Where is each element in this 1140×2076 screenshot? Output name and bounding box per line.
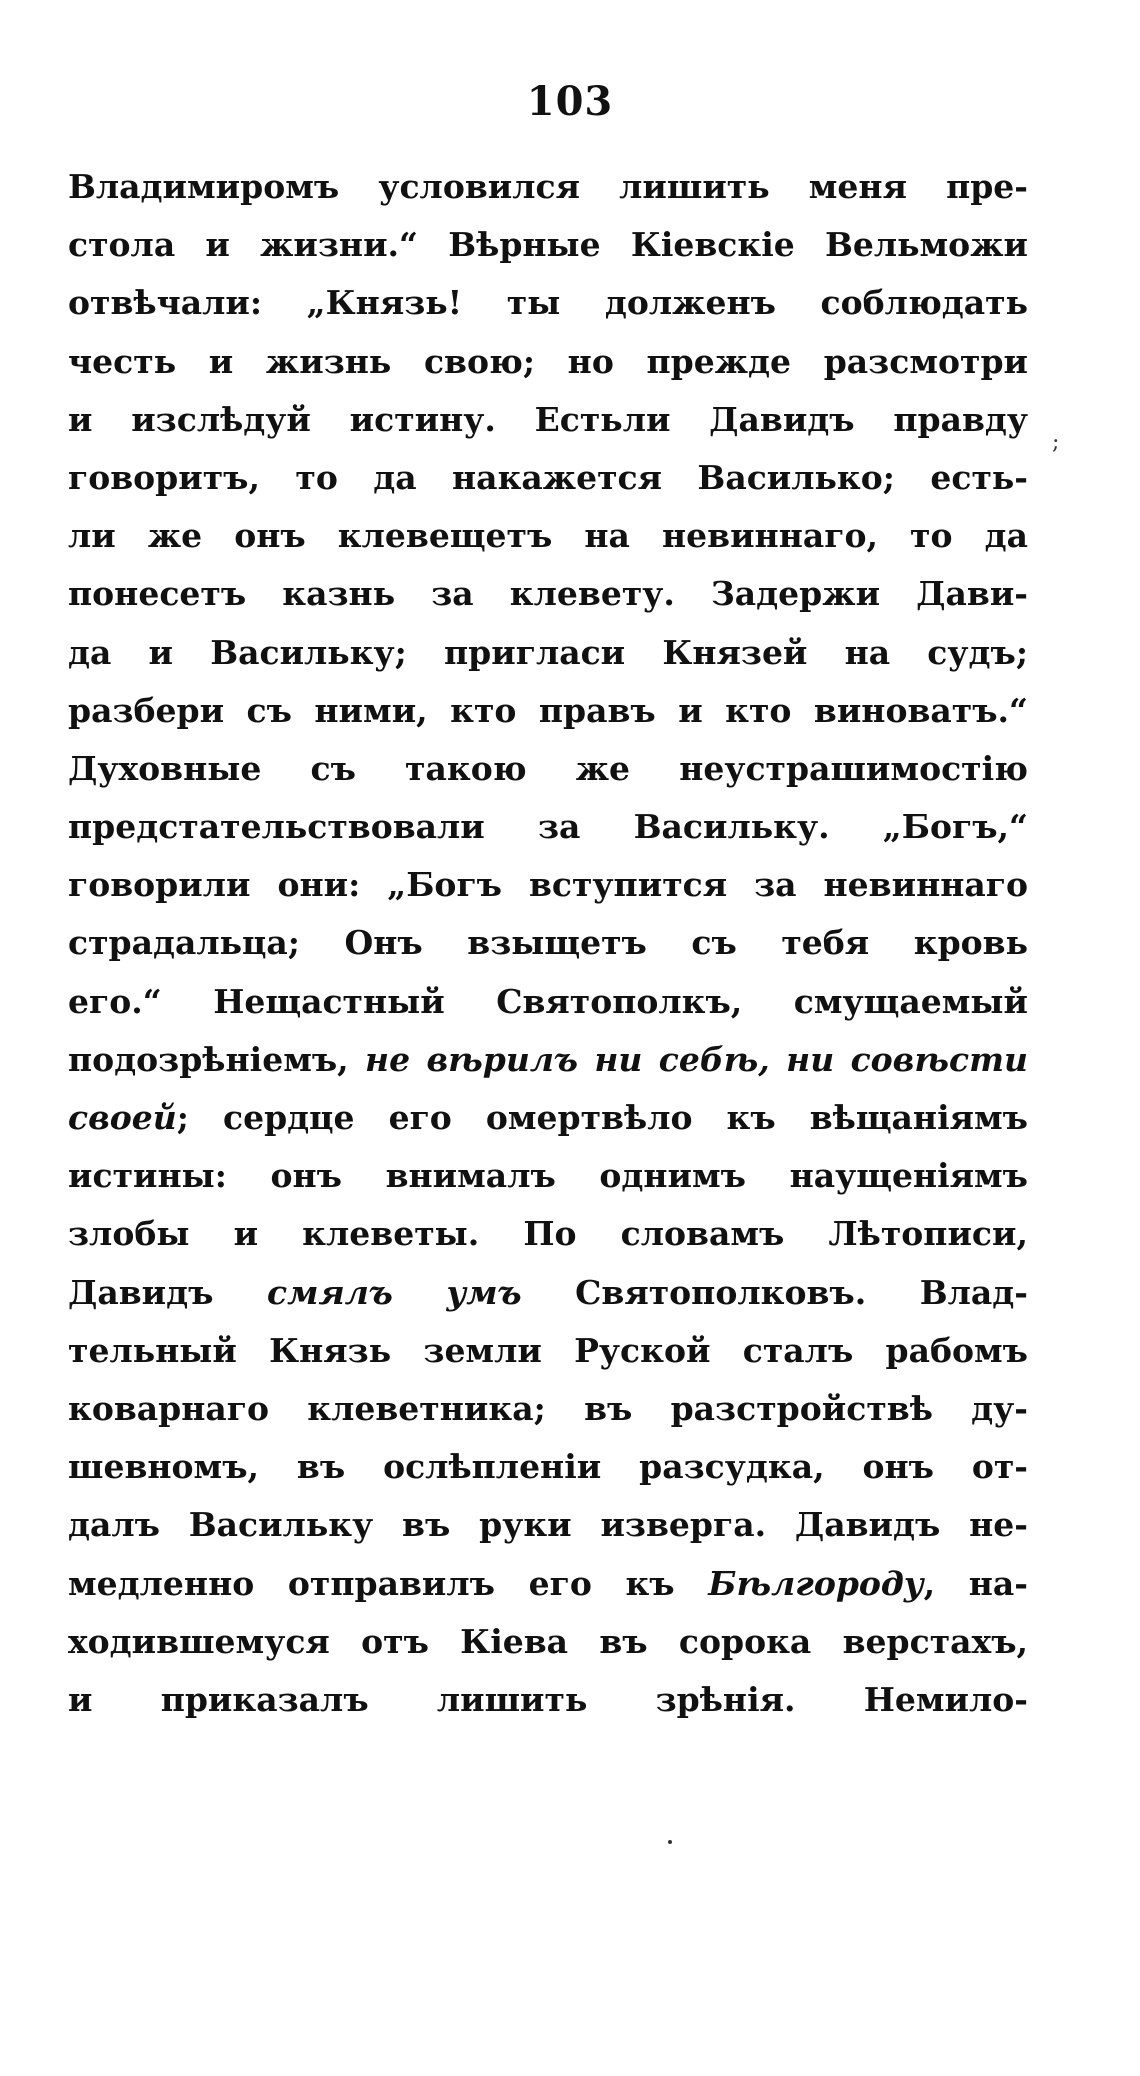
line-text: подозрѣніемъ, — [68, 1039, 366, 1079]
text-line — [68, 216, 1028, 274]
body-text — [68, 158, 1028, 1729]
line-text: говорили они: „Богъ вступится за невиннаго — [68, 865, 1028, 905]
text-line — [68, 1438, 1028, 1496]
line-text: коварнаго клеветника; въ разстройствѣ ду- — [68, 1388, 1028, 1428]
line-text: говоритъ, то да накажется Василько; есть- — [68, 457, 1028, 497]
text-line — [68, 333, 1028, 391]
margin-mark: ; — [1052, 430, 1060, 455]
text-line — [68, 624, 1028, 682]
line-text: шевномъ, въ ослѣпленіи разсудка, онъ от- — [68, 1447, 1028, 1487]
text-line — [68, 1147, 1028, 1205]
line-text: далъ Васильку въ руки изверга. Давидъ не- — [68, 1505, 1028, 1545]
line-text: разбери съ ними, кто правъ и кто виноватъ.“ — [68, 690, 1028, 730]
line-text: ходившемуся отъ Кіева въ сорока верстахъ, — [68, 1621, 1028, 1661]
emphasis-text: не вѣрилъ ни себѣ, ни совѣсти — [365, 1039, 1028, 1079]
text-line — [68, 565, 1028, 623]
text-line — [68, 1031, 1028, 1089]
line-text: да и Васильку; пригласи Князей на судъ; — [68, 632, 1028, 672]
text-line — [68, 1671, 1028, 1729]
line-text: злобы и клеветы. По словамъ Лѣтописи, — [68, 1214, 1028, 1254]
line-text: ; сердце его омертвѣло къ вѣщаніямъ — [176, 1098, 1028, 1137]
line-text: честь и жизнь свою; но прежде разсмотри — [68, 341, 1028, 381]
line-text: понесетъ казнь за клевету. Задержи Дави- — [68, 574, 1028, 614]
line-text: страдальца; Онъ взыщетъ съ тебя кровь — [68, 923, 1028, 963]
text-line — [68, 1089, 1028, 1147]
line-text: медленно отправилъ его къ — [68, 1563, 709, 1603]
text-line — [68, 1205, 1028, 1263]
text-line — [68, 1322, 1028, 1380]
line-text: Святополковъ. Влад- — [521, 1272, 1028, 1312]
emphasis-text: смялъ умъ — [267, 1272, 522, 1312]
line-text: , на- — [923, 1563, 1028, 1603]
text-line — [68, 1555, 1028, 1613]
line-text: Давидъ — [68, 1272, 268, 1312]
text-line — [68, 973, 1028, 1031]
text-line — [68, 856, 1028, 914]
text-line — [68, 1380, 1028, 1438]
emphasis-text: Бѣлгороду — [708, 1563, 924, 1603]
text-line — [68, 1496, 1028, 1554]
emphasis-text: своей — [68, 1098, 177, 1137]
text-line — [68, 158, 1028, 216]
line-text: Духовные съ такою же неустрашимостію — [68, 748, 1028, 788]
line-text: стола и жизни.“ Вѣрные Кіевскіе Вельможи — [68, 225, 1028, 265]
line-text: и приказалъ лишить зрѣнія. Немило- — [68, 1679, 1028, 1719]
line-text: и изслѣдуй истину. Естьли Давидъ правду — [68, 399, 1028, 439]
text-line — [68, 1613, 1028, 1671]
line-text: ли же онъ клевещетъ на невиннаго, то да — [68, 516, 1028, 556]
line-text: отвѣчали: „Князь! ты долженъ соблюдать — [68, 283, 1028, 323]
text-line — [68, 798, 1028, 856]
line-text: предстательствовали за Васильку. „Богъ,“ — [68, 807, 1028, 847]
text-line — [68, 449, 1028, 507]
line-text: тельный Князь земли Руской сталъ рабомъ — [68, 1330, 1028, 1370]
text-line — [68, 274, 1028, 332]
text-line — [68, 507, 1028, 565]
text-line — [68, 1264, 1028, 1322]
text-line — [68, 391, 1028, 449]
line-text: Владимиромъ условился лишить меня пре- — [68, 167, 1028, 206]
ink-speck — [668, 1840, 672, 1844]
line-text: истины: онъ внималъ однимъ наущеніямъ — [68, 1156, 1028, 1196]
text-line — [68, 740, 1028, 798]
text-line — [68, 682, 1028, 740]
line-text: его.“ Нещастный Святополкъ, смущаемый — [68, 981, 1028, 1021]
text-line — [68, 914, 1028, 972]
page-number: 103 — [526, 78, 614, 125]
